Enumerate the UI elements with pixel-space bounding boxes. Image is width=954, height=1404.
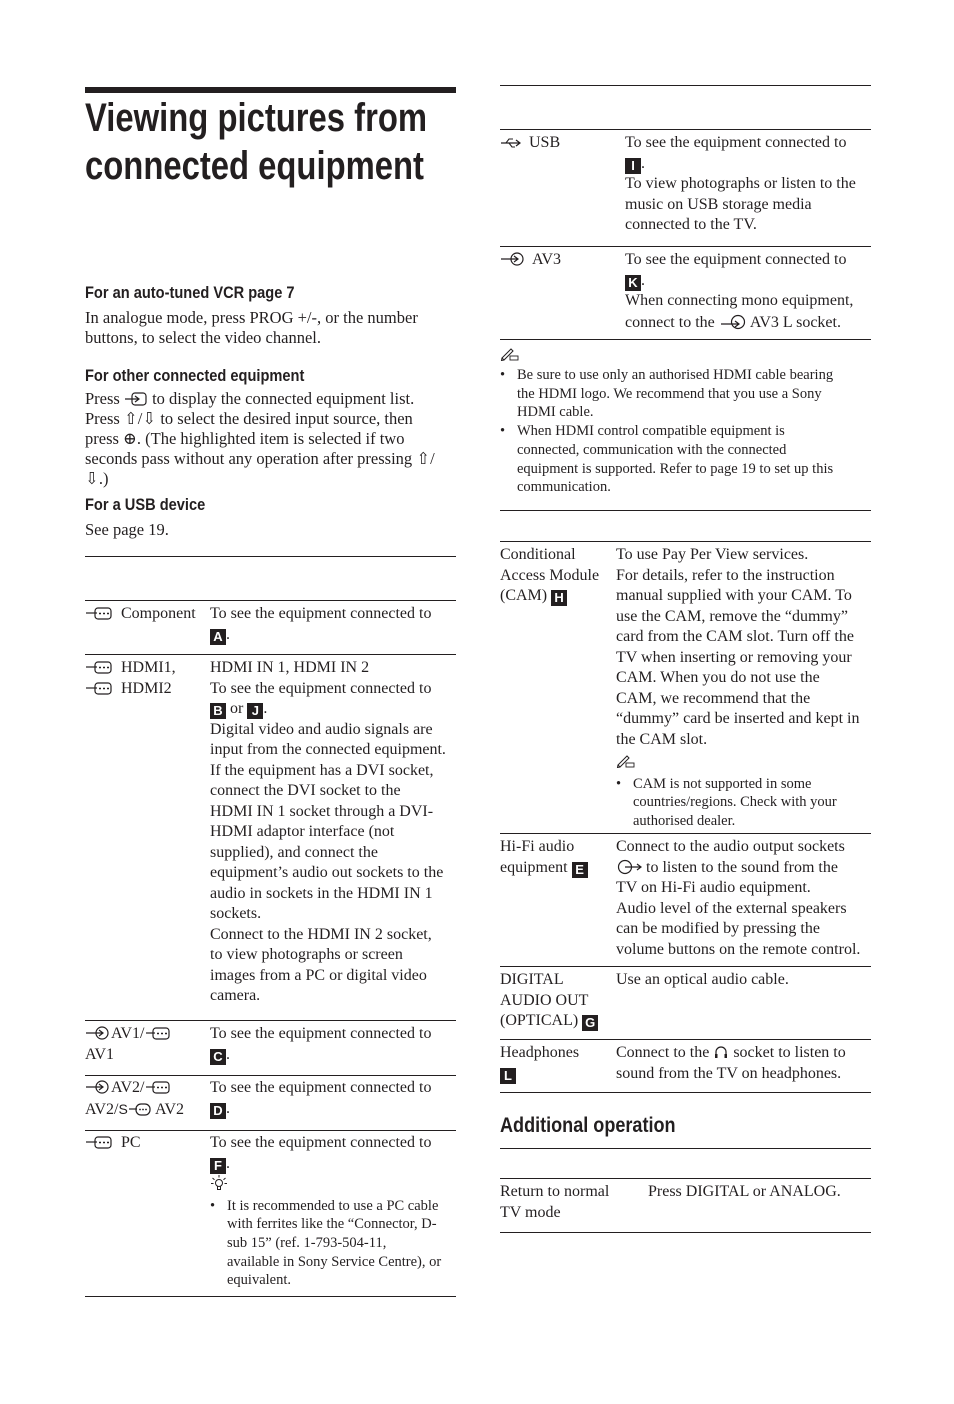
row-desc: HDMI IN 1, HDMI IN 2 To see the equipment connected to B or J . Digital video and audio signals are input from the connected equipment. If the equipment has a DVI socket, connect the DVI socket to the HDMI IN 1 socket through a DVI- HDMI adaptor interface (not supplied), and connect the equipment’s audio out sockets to the audio in sockets in the HDMI IN 1 sockets. Connect to the HDMI IN 2 socket, to view photographs or screen images from a PC or digital video camera. (210, 659, 446, 1004)
table-bottom-rule (85, 1296, 456, 1297)
scart-icon (145, 1079, 171, 1095)
row-desc: Use an optical audio cable. (616, 971, 789, 988)
letter-badge: B (210, 703, 226, 719)
input-icon (124, 391, 148, 407)
other-heading: For other connected equipment (85, 366, 305, 385)
row-desc: Connect to the audio output sockets to listen to the sound from the TV on Hi-Fi audio equipment. Audio level of the external speakers can be modified by pressing the volume buttons on the remote control. (616, 838, 861, 958)
divider (500, 510, 871, 511)
letter-badge: H (551, 590, 567, 606)
audio-output-icon (616, 859, 642, 875)
row-label: AV3 (500, 250, 561, 271)
notes-list (500, 366, 871, 497)
input-icon (85, 1025, 111, 1041)
title-rule (85, 87, 456, 93)
letter-badge: L (500, 1068, 516, 1084)
note-pencil-icon (616, 754, 636, 768)
table-top-rule (500, 129, 871, 130)
letter-badge: C (210, 1049, 226, 1065)
up-down-arrow-icon: ⇧/⇩ (123, 409, 157, 428)
headphones-icon (713, 1044, 729, 1060)
row-desc: To see the equipment connected to C . (210, 1025, 432, 1064)
s-video-icon (128, 1101, 152, 1117)
vcr-heading: For an auto-tuned VCR page 7 (85, 283, 295, 302)
row-divider (500, 339, 871, 340)
usb-text: See page 19. (85, 520, 169, 539)
pc-note: • It is recommended to use a PC cable with ferrites like the “Connector, D- sub 15” (ref. 1-793-504-11, available in Sony Service Centre), or equivalent. (210, 1197, 460, 1291)
table-bottom-rule (500, 1232, 871, 1233)
row-divider (500, 246, 871, 247)
row-desc: To use Pay Per View services. For details, refer to the instruction manual supplied with your CAM. To use the CAM, remove the “dummy” card from the CAM slot. Turn off the TV when inserting or removing your CAM. When you do not use the CAM, we recommend that the “dummy” card be inserted and kept in the CAM slot. • CAM is not supported in some countries/regions. Check with your authorised dealer. (616, 545, 878, 831)
note-pencil-icon (500, 347, 520, 361)
row-label: AV1/ AV1 (85, 1024, 171, 1065)
enter-icon: ⊕ (123, 429, 137, 448)
additional-operation-heading: Additional operation (500, 1114, 676, 1137)
row-divider (85, 1075, 456, 1076)
row-divider (500, 833, 871, 834)
scart-icon (145, 1025, 171, 1041)
input-icon (85, 1079, 111, 1095)
page-title-line-2: connected equipment (85, 144, 424, 188)
note-item: • When HDMI control compatible equipment is connected, communication with the connected equipment is supported. Refer to page 19 to set up this communication. (500, 422, 871, 497)
row-desc: To see the equipment connected to F . • It is recommended to use a PC cable with ferrites like the “Connector, D- sub 15” (ref. 1-793-504-11, available in Sony Service Centre), or equivalent. (210, 1133, 460, 1290)
row-label: DIGITAL AUDIO OUT (OPTICAL) G (500, 970, 598, 1032)
letter-badge: G (582, 1015, 598, 1031)
cam-note: • CAM is not supported in some countries/regions. Check with your authorised dealer. (616, 775, 878, 831)
row-desc: To see the equipment connected to D . (210, 1079, 432, 1118)
vcr-text: In analogue mode, press PROG +/-, or the number buttons, to select the video channel. (85, 308, 418, 347)
row-label: USB (500, 133, 560, 154)
row-desc: To see the equipment connected to I . To view photographs or listen to the music on USB storage media connected to the TV. (625, 134, 856, 233)
table-row (85, 604, 456, 652)
hdmi-icon (85, 680, 113, 696)
divider (500, 85, 871, 86)
letter-badge: K (625, 275, 641, 291)
row-desc: To see the equipment connected to K . When connecting mono equipment, connect to the AV3 L socket. (625, 251, 854, 331)
table-top-rule (500, 541, 871, 542)
table-top-rule (85, 600, 456, 601)
letter-badge: E (572, 862, 588, 878)
row-desc: To see the equipment connected to A . (210, 605, 432, 644)
letter-badge: J (247, 703, 263, 719)
up-arrow-icon: ⇧/ (416, 449, 435, 468)
page-title (85, 94, 428, 190)
letter-badge: A (210, 629, 226, 645)
letter-badge: F (210, 1158, 226, 1174)
letter-badge: D (210, 1103, 226, 1119)
row-divider (85, 1130, 456, 1131)
usb-heading: For a USB device (85, 495, 206, 514)
row-label: Hi-Fi audio equipment E (500, 837, 588, 878)
row-divider (85, 654, 456, 655)
row-divider (500, 1039, 871, 1040)
usb-icon (500, 136, 522, 150)
page-title-line-1: Viewing pictures from (85, 96, 428, 140)
table-bottom-rule (500, 1092, 871, 1093)
row-label: Component (85, 604, 196, 625)
row-label: Return to normal TV mode (500, 1183, 610, 1221)
component-icon (85, 605, 113, 621)
row-desc: Press DIGITAL or ANALOG. (648, 1183, 841, 1200)
pc-icon (85, 1134, 113, 1150)
input-icon (719, 312, 747, 330)
other-text: Press to display the connected equipment list. Press ⇧/⇩ to select the desired input source, then press ⊕. (The highlighted item is selected if two seconds pass without any operation after pressing ⇧/ ⇩.) (85, 389, 435, 488)
row-label: HDMI1, HDMI2 (85, 658, 176, 699)
row-divider (85, 1020, 456, 1021)
note-item: • Be sure to use only an authorised HDMI cable bearing the HDMI logo. We recommend that you use a Sony HDMI cable. (500, 366, 871, 422)
down-arrow-icon: ⇩ (85, 469, 99, 488)
row-divider (500, 966, 871, 967)
divider (85, 556, 456, 557)
table-top-rule (500, 1178, 871, 1179)
letter-badge: I (625, 158, 641, 174)
row-label: Conditional Access Module (CAM) H (500, 546, 600, 605)
row-label: Headphones L (500, 1044, 580, 1083)
hdmi-icon (85, 659, 113, 675)
row-label: AV2/ AV2/S AV2 (85, 1079, 185, 1118)
divider (500, 1148, 871, 1149)
row-desc: Connect to the socket to listen to sound from the TV on headphones. (616, 1044, 846, 1082)
input-icon (500, 251, 526, 267)
hint-bulb-icon (210, 1174, 228, 1192)
row-label: PC (85, 1133, 141, 1154)
